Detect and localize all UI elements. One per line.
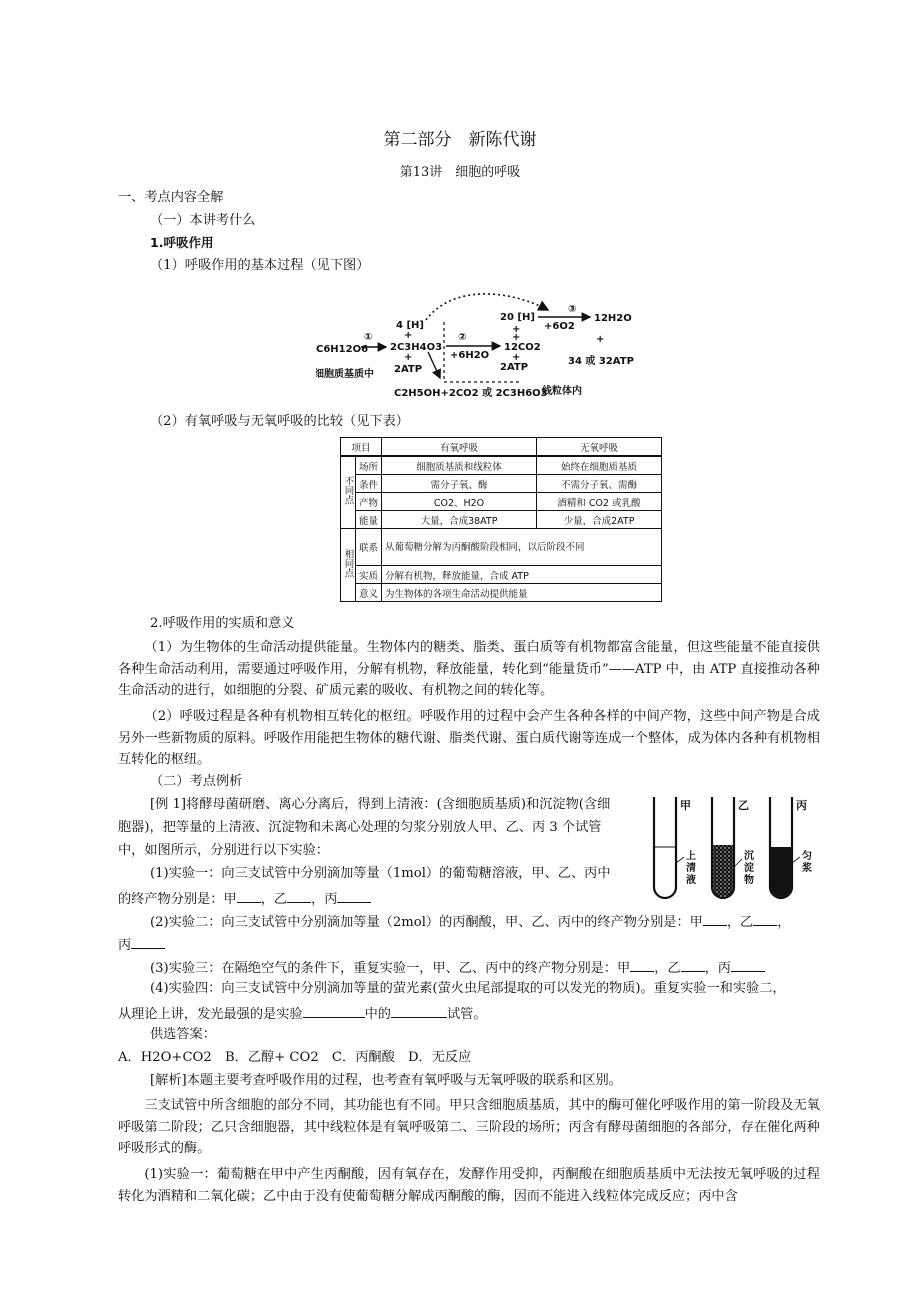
- pyruvate-text: 2C3H4O3: [390, 342, 443, 353]
- row-label: 产物: [356, 493, 382, 511]
- blank-jia[interactable]: [630, 957, 654, 972]
- table-header-cell: 项目: [341, 438, 382, 457]
- step3-text: ③: [568, 304, 577, 315]
- h2o12-text: 12H2O: [594, 313, 632, 324]
- same-group-text: 相同点: [342, 548, 354, 578]
- experiment-text-part: 从理论上讲，发光最强的是实验: [118, 1007, 303, 1022]
- step2-text: ②: [458, 332, 467, 343]
- test-tubes-figure: [648, 795, 818, 905]
- cytoplasm-label: 细胞质基质中: [316, 369, 374, 380]
- lecture-subtitle: 第13讲 细胞的呼吸: [399, 165, 521, 180]
- item-heading: 2.呼吸作用的实质和意义: [150, 616, 295, 631]
- table-cell: 少量，合成2ATP: [537, 511, 662, 529]
- diff-group-label: [341, 456, 356, 529]
- analysis-paragraph: 三支试管中所含细胞的部分不同，其功能也有不同。甲只含细胞质基质，其中的酶可催化呼吸作用的第一阶段及无氧呼吸第二阶段；乙只含细胞器，其中线粒体是有氧呼吸第二、三阶段的场所；丙含有酵母菌细胞的各部分，存在催化两种呼吸形式的酶。: [118, 1098, 820, 1156]
- example-text: [例 1]将酵母菌研磨、离心分离后，得到上清液：(含细胞质基质)和沉淀物(含细: [150, 797, 611, 812]
- atp2b-text: 2ATP: [500, 362, 529, 373]
- atp34-text: 34 或 32ATP: [568, 356, 634, 367]
- table-cell: CO2、H2O: [382, 493, 537, 511]
- blank-yi[interactable]: [287, 888, 311, 903]
- table-header-row: [341, 438, 662, 457]
- o2-6-text: +6O2: [544, 321, 575, 332]
- table-row: [341, 511, 662, 529]
- experiment-text: [150, 957, 765, 978]
- example-text: 胞器)，把等量的上清液、沉淀物和未离心处理的匀浆分别放人甲、乙、丙 3 个试管: [118, 820, 602, 835]
- experiment-text-part: ，乙: [260, 892, 288, 907]
- experiment-text: [118, 888, 371, 909]
- h2o6-text: +6H2O: [450, 350, 490, 361]
- table-row: [341, 493, 662, 511]
- plus-text: +: [512, 332, 521, 343]
- respiration-process-diagram: [316, 292, 636, 404]
- analysis-paragraph: (1)实验一：葡萄糖在甲中产生丙酮酸，因有氧存在，发酵作用受抑，丙酮酸在细胞质基质中无法按无氧呼吸的过程转化为酒精和二氧化碳；乙中由于没有使葡萄糖分解成丙酮酸的酶，因而不能进入线粒体完成反应；丙中含: [118, 1167, 820, 1204]
- test-tubes-svg: [648, 795, 818, 905]
- table-row: [341, 529, 662, 566]
- homogenate-label: 匀浆: [802, 851, 812, 874]
- answer-choices: A．H2O+CO2 B．乙醇+ CO2 C．丙酮酸 D．无反应: [118, 1050, 472, 1065]
- supernatant-label: 上清液: [686, 851, 696, 886]
- blank-bing[interactable]: [731, 957, 765, 972]
- table-cell: 酒精和 CO2 或乳酸: [537, 493, 662, 511]
- plus-text: +: [404, 330, 413, 341]
- experiment-text-part: ，乙: [654, 961, 681, 976]
- item-subheading: （1）呼吸作用的基本过程（见下图）: [150, 258, 370, 273]
- anaerobic-arrow: [428, 352, 440, 378]
- blank-jia[interactable]: [237, 888, 261, 903]
- experiment-text-part: ，丙: [704, 961, 731, 976]
- tube-label-yi: 乙: [738, 799, 749, 812]
- anaerobic-products: C2H5OH+2CO2 或 2C3H6O3: [394, 388, 548, 399]
- experiment-text: [118, 1003, 487, 1024]
- plus-text: +: [512, 352, 521, 363]
- table-row: [341, 456, 662, 475]
- experiment-text-part: 中的: [364, 1007, 391, 1022]
- table-cell: 分解有机物，释放能量，合成 ATP: [382, 566, 662, 584]
- blank-bing[interactable]: [337, 888, 371, 903]
- atp2a-text: 2ATP: [394, 364, 423, 375]
- table-cell: 大量，合成38ATP: [382, 511, 537, 529]
- experiment-text-part: ，: [777, 915, 791, 930]
- comparison-table: [340, 437, 662, 602]
- table-row: [341, 566, 662, 584]
- experiment-text-part: ，丙: [311, 892, 338, 907]
- plus-text: +: [404, 352, 413, 363]
- blank-bing[interactable]: [131, 934, 165, 949]
- section-heading: 一、考点内容全解: [118, 190, 224, 205]
- row-label: 实质: [356, 566, 382, 584]
- table-cell: 需分子氧、酶: [382, 475, 537, 493]
- paragraph: （1）为生物体的生命活动提供能量。生物体内的糖类、脂类、蛋白质等有机物都富含能量，但这些能量不能直接供各种生命活动利用，需要通过呼吸作用，分解有机物，释放能量，转化到“能量货币”——ATP 中，由 ATP 直接推动各种生命活动的进行，如细胞的分裂、矿质元素的吸收、有机物之间的转化等。: [118, 640, 820, 698]
- blank-yi[interactable]: [753, 911, 777, 926]
- experiment-text: [118, 934, 165, 955]
- blank-tube[interactable]: [391, 1003, 447, 1018]
- item-subheading: （2）有氧呼吸与无氧呼吸的比较（见下表）: [150, 414, 409, 429]
- experiment-text-part: 丙: [118, 938, 132, 953]
- co2-12-text: 12CO2: [504, 342, 541, 353]
- row-label: 能量: [356, 511, 382, 529]
- subsection-heading: （一）本讲考什么: [150, 213, 256, 228]
- experiment-text-part: ，乙: [726, 915, 754, 930]
- sediment-label: 沉淀物: [744, 851, 754, 886]
- step1-text: ①: [364, 332, 373, 343]
- row-label: 条件: [356, 475, 382, 493]
- item-heading: 1.呼吸作用: [150, 235, 214, 250]
- blank-experiment[interactable]: [303, 1003, 365, 1018]
- table-header-cell: 有氧呼吸: [382, 438, 537, 457]
- experiment-text-part: 试管。: [447, 1007, 487, 1022]
- paragraph: （2）呼吸过程是各种有机物相互转化的枢纽。呼吸作用的过程中会产生各种各样的中间产物，这些中间产物是合成另外一些新物质的原料。呼吸作用能把生物体的糖代谢、脂类代谢、蛋白质代谢等连成一个整体，成为体内各种有机物相互转化的枢纽。: [118, 709, 820, 767]
- page-title: 第二部分 新陈代谢: [383, 130, 537, 150]
- experiment-text-part: 的终产物分别是：甲: [118, 892, 237, 907]
- table-cell: 从葡萄糖分解为丙酮酸阶段相同，以后阶段不同: [382, 529, 662, 566]
- experiment-text: (1)实验一：向三支试管中分别滴加等量（1mol）的葡萄糖溶液，甲、乙、丙中: [150, 866, 611, 881]
- analysis-text: [解析]本题主要考查呼吸作用的过程，也考查有氧呼吸与无氧呼吸的联系和区别。: [150, 1073, 622, 1088]
- h20-text: 20 [H]: [500, 312, 535, 323]
- table-cell: 不需分子氧、需酶: [537, 475, 662, 493]
- row-label: 联系: [356, 529, 382, 566]
- experiment-text: (4)实验四：向三支试管中分别滴加等量的萤光素(萤火虫尾部提取的可以发光的物质)。重复实验一和实验二，: [150, 981, 786, 996]
- choices-label: 供选答案：: [150, 1027, 216, 1042]
- same-group-label: [341, 529, 356, 602]
- glucose-text: C6H12O6: [316, 344, 369, 355]
- blank-jia[interactable]: [703, 911, 727, 926]
- respiration-process-svg: [316, 292, 636, 404]
- table-cell: 始终在细胞质基质: [537, 456, 662, 475]
- table-row: [341, 475, 662, 493]
- table-row: [341, 584, 662, 602]
- tube-label-jia: 甲: [680, 799, 691, 812]
- table-cell: 为生物体的各项生命活动提供能量: [382, 584, 662, 602]
- h4-text: 4 [H]: [396, 320, 424, 331]
- diff-group-text: 不同点: [342, 476, 354, 505]
- tube-label-bing: 丙: [796, 799, 807, 812]
- row-label: 意义: [356, 584, 382, 602]
- table-header-cell: 无氧呼吸: [537, 438, 662, 457]
- experiment-text-part: (3)实验三：在隔绝空气的条件下，重复实验一，甲、乙、丙中的终产物分别是：甲: [150, 961, 631, 976]
- table-cell: 细胞质基质和线粒体: [382, 456, 537, 475]
- plus-text: +: [596, 334, 605, 345]
- plus-text: +: [512, 324, 521, 335]
- example-text: 中，如图所示，分别进行以下实验：: [118, 843, 329, 858]
- blank-yi[interactable]: [681, 957, 705, 972]
- experiment-text: [150, 911, 790, 932]
- experiment-text-part: (2)实验二：向三支试管中分别滴加等量（2mol）的丙酮酸，甲、乙、丙中的终产物分别是：甲: [150, 915, 703, 930]
- mito-label: 线粒体内: [542, 386, 582, 397]
- subsection-heading: （二）考点例析: [150, 774, 243, 789]
- row-label: 场所: [356, 456, 382, 475]
